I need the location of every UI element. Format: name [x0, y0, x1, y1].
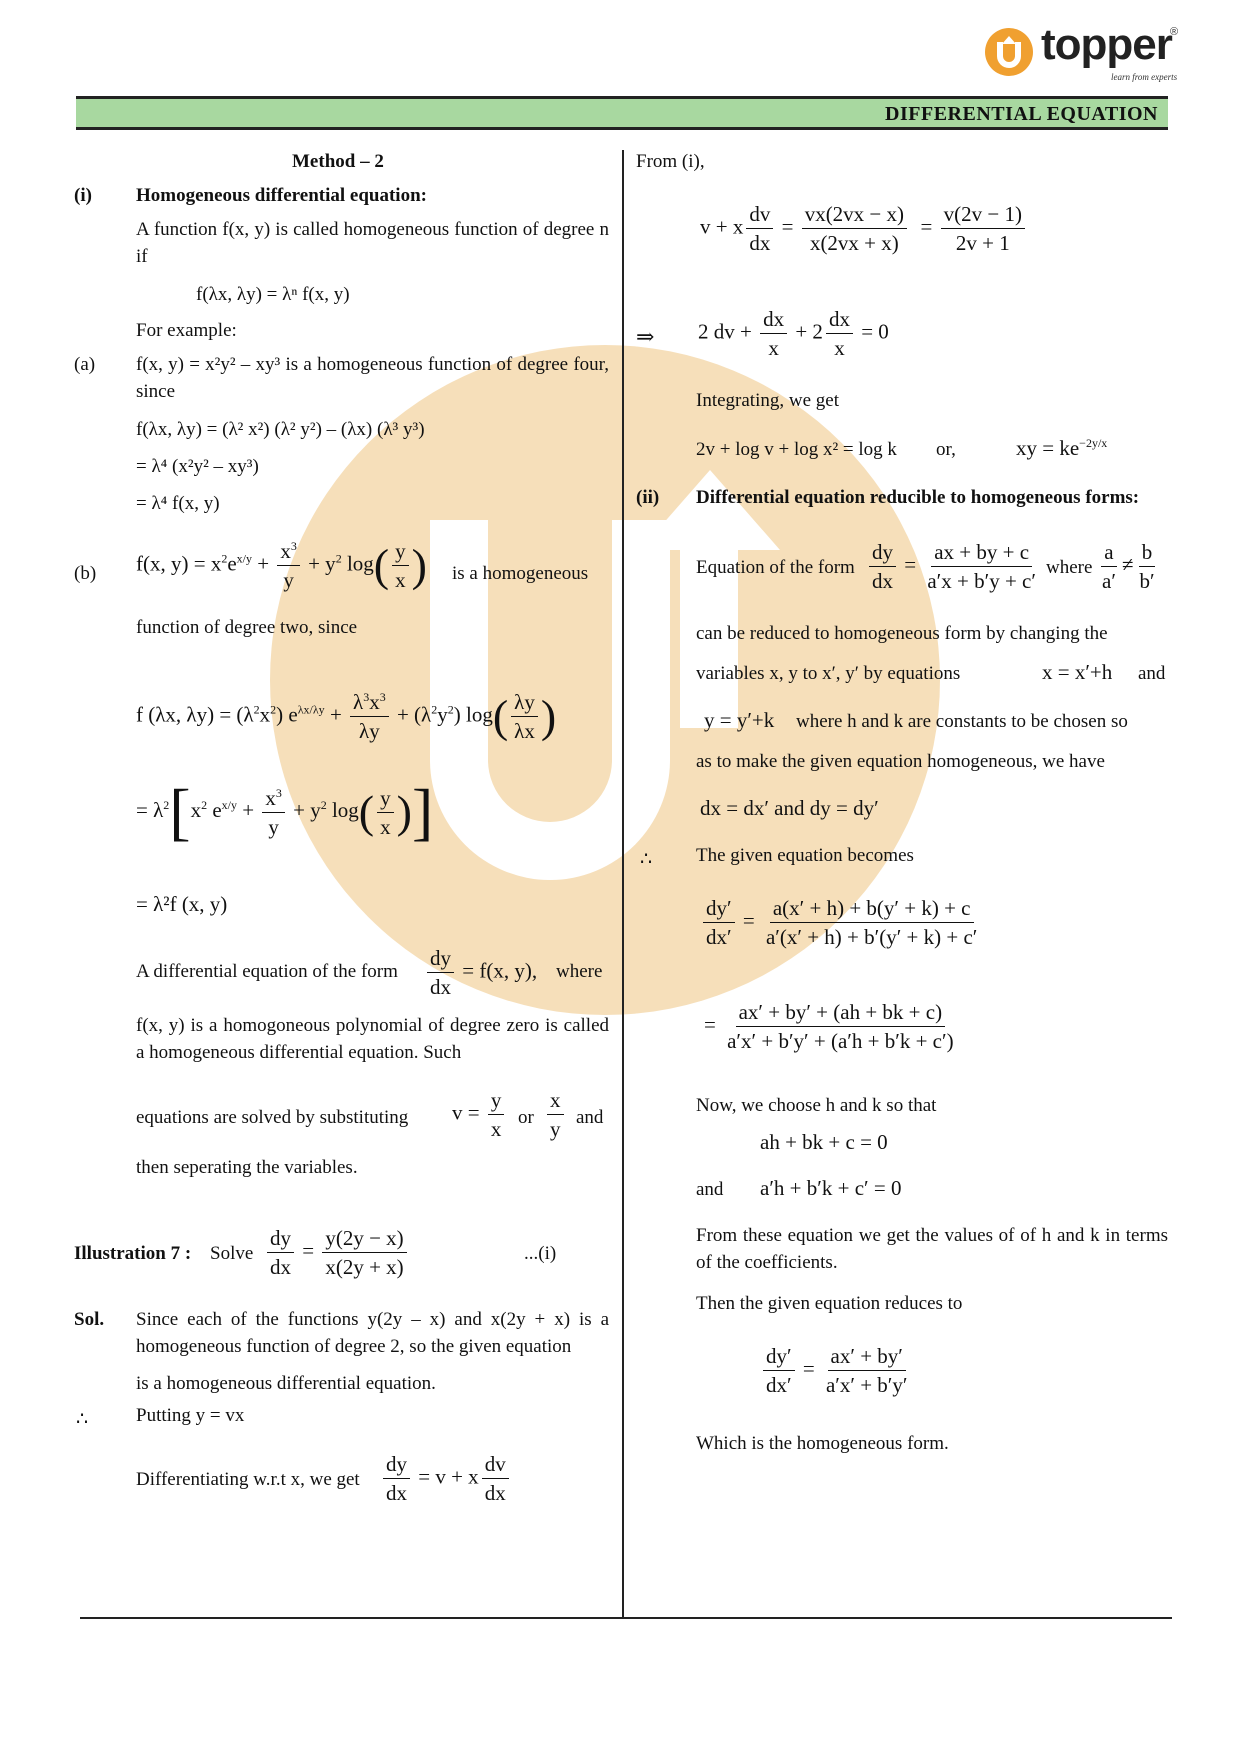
- transformed-equation-1: $\frac{dy'}{dx'}$ = $\frac{a(x' + h) + b(y' + k) + c}{a'(x' + h) + b'(y' + k) + c'}$: [700, 894, 983, 951]
- section-i-label: (i): [74, 185, 92, 206]
- de-form-pre: A differential equation of the form: [136, 961, 398, 982]
- de-form-formula: $\frac{dy}{dx}$ = f(x, y),: [424, 944, 537, 1001]
- example-a-line1: f(λx, λy) = (λ² x²) (λ² y²) – (λx) (λ³ y³): [136, 419, 425, 440]
- transformed-equation-2: = $\frac{ax' + by' + (ah + bk + c)}{a'x' + b'y' + (a'h + b'k + c')}$: [704, 1000, 954, 1053]
- separated-equation: 2 dv + $\frac{dx}{x}$ + 2 $\frac{dx}{x}$ = 0: [698, 307, 889, 360]
- integral-or: or,: [936, 439, 956, 460]
- definition-text: A function f(x, y) is called homogeneous function of degree n if: [136, 219, 609, 267]
- column-divider: [622, 150, 624, 1617]
- ratio-condition: $\frac{a}{a'}$ ≠ $\frac{b}{b'}$: [1102, 540, 1155, 593]
- lambda-result: = λ²f (x, y): [136, 892, 228, 916]
- substitution-formula: v = $\frac{y}{x}$: [452, 1086, 507, 1143]
- lambda-expansion-2: = $\lambda^2[x^2$ $e^{x/y}$ + $\frac{x^3}{y}$ + $y^2$ log( $\frac{y}{x}$ )]: [136, 776, 434, 847]
- and-label: and: [696, 1179, 724, 1200]
- solution-text2: is a homogeneous differential equation.: [136, 1373, 436, 1394]
- equation-form-pre: Equation of the form: [696, 557, 855, 578]
- integral-equation: 2v + log v + log x² = log k: [696, 439, 897, 460]
- reduced-text-1: can be reduced to homogeneous form by changing the: [696, 623, 1108, 644]
- reduced-text-2b: x = x′+h: [1042, 660, 1113, 684]
- bottom-rule: [80, 1617, 1172, 1619]
- example-b-formula: f(x, $y) = x^2e^{x/y}$ + $\frac{x^3}{y}$ + $y^2$ log( $\frac{y}{x}$ ): [136, 539, 427, 592]
- equation-form-formula: $\frac{dy}{dx}$ = $\frac{ax + by + c}{a'x + b'y + c'}$: [866, 538, 1042, 595]
- de-description: f(x, y) is a homogoneous polynomial of degree zero is called a homogeneous differential equation. Such: [136, 1015, 609, 1063]
- example-a-text: f(x, y) = x²y² – xy³ is a homogeneous function of degree four, since: [136, 354, 609, 402]
- lambda-expansion-1: f (λx, $\lambda y) = (\lambda^2x^2) e^{\lambda x/\lambda y}$ + $\frac{\lambda^3x^3}{\lambda y}$ + $(\lambda^2y^2)$ log( $\frac{\lambda y}{\lambda x}$ ): [136, 690, 557, 743]
- brand-logo: [985, 20, 1185, 86]
- differentiating-text: Differentiating w.r.t x, we get: [136, 1469, 360, 1490]
- substitution-and: and: [576, 1107, 604, 1128]
- example-b-label: (b): [74, 563, 97, 584]
- homogeneous-result: $\frac{dy'}{dx'}$ = $\frac{ax' + by'}{a'x' + b'y'}$: [760, 1342, 913, 1399]
- substitution-text: equations are solved by substituting: [136, 1107, 409, 1128]
- section-ii-label: (ii): [636, 487, 660, 508]
- condition-1: ah + bk + c = 0: [760, 1130, 888, 1154]
- for-example-label: For example:: [136, 320, 237, 341]
- substitution-alt: $\frac{x}{y}$: [544, 1086, 567, 1143]
- condition-2: a′h + b′k + c′ = 0: [760, 1176, 902, 1200]
- de-form-post: where: [556, 961, 603, 982]
- solution-label: Sol.: [74, 1309, 105, 1330]
- illustration-ref: ...(i): [524, 1243, 557, 1264]
- example-a-line3: = λ⁴ f(x, y): [136, 493, 220, 514]
- illustration-label: Illustration 7 :: [74, 1243, 192, 1264]
- reduced-text-2a: variables x, y to x′, y′ by equations: [696, 663, 961, 684]
- reduced-text-4: as to make the given equation homogeneous, we have: [696, 751, 1105, 772]
- brand-registered-mark: ®: [1170, 26, 1179, 38]
- section-ii-heading: Differential equation reducible to homogeneous forms:: [696, 487, 1140, 508]
- implies-symbol: ⇒: [636, 324, 655, 349]
- reduces-text: Then the given equation reduces to: [696, 1293, 963, 1314]
- example-b-text2: function of degree two, since: [136, 617, 358, 638]
- chapter-title: DIFFERENTIAL EQUATION: [885, 103, 1158, 125]
- values-text: From these equation we get the values of of h and k in terms of the coefficients.: [696, 1225, 1168, 1273]
- reduced-text-2c: and: [1138, 663, 1166, 684]
- becomes-text: The given equation becomes: [696, 845, 914, 866]
- example-a-line2: = λ⁴ (x²y² – xy³): [136, 456, 259, 477]
- choose-text: Now, we choose h and k so that: [696, 1095, 937, 1116]
- brand-name: topper: [1041, 20, 1172, 69]
- therefore-symbol-left: ∴: [76, 1409, 89, 1430]
- therefore-symbol-right: ∴: [640, 849, 653, 870]
- differential-equality: dx = dx′ and dy = dy′: [700, 796, 879, 820]
- section-i-heading: Homogeneous differential equation:: [136, 185, 427, 206]
- chapter-header-band: [76, 96, 1168, 130]
- method-title: Method – 2: [292, 151, 384, 172]
- solution-text: Since each of the functions y(2y – x) and x(2y + x) is a homogeneous function of degree 2, so the given equation: [136, 1309, 609, 1357]
- equation-form-where: where: [1046, 557, 1093, 578]
- from-i-label: From (i),: [636, 151, 705, 172]
- reduced-text-3a: y = y′+k: [704, 708, 775, 732]
- example-b-tail: is a homogeneous: [452, 563, 589, 584]
- example-a-label: (a): [74, 354, 96, 375]
- reduced-text-3b: where h and k are constants to be chosen so: [796, 711, 1128, 732]
- definition-formula: f(λx, λy) = λⁿ f(x, y): [196, 284, 350, 305]
- substituted-equation: v + x $\frac{dv}{dx}$ = $\frac{vx(2vx - x)}{x(2vx + x)}$ = $\frac{v(2v - 1)}{2v + 1}$: [700, 200, 1028, 257]
- homogeneous-form-text: Which is the homogeneous form.: [696, 1433, 949, 1454]
- substitution-or: or: [518, 1107, 534, 1128]
- brand-tagline: learn from experts: [1111, 72, 1178, 82]
- differentiating-equation: $\frac{dy}{dx}$ = v + x $\frac{dv}{dx}$: [380, 1450, 512, 1507]
- integrating-text: Integrating, we get: [696, 390, 839, 411]
- topper-logo-icon: [985, 28, 1033, 76]
- illustration-solve: Solve: [210, 1243, 254, 1264]
- separate-text: then seperating the variables.: [136, 1157, 358, 1178]
- integral-result: xy = $ke^{-2y/x}$: [1016, 436, 1108, 460]
- illustration-equation: $\frac{dy}{dx}$ = $\frac{y(2y - x)}{x(2y + x)}$: [264, 1224, 410, 1281]
- putting-text: Putting y = vx: [136, 1405, 245, 1426]
